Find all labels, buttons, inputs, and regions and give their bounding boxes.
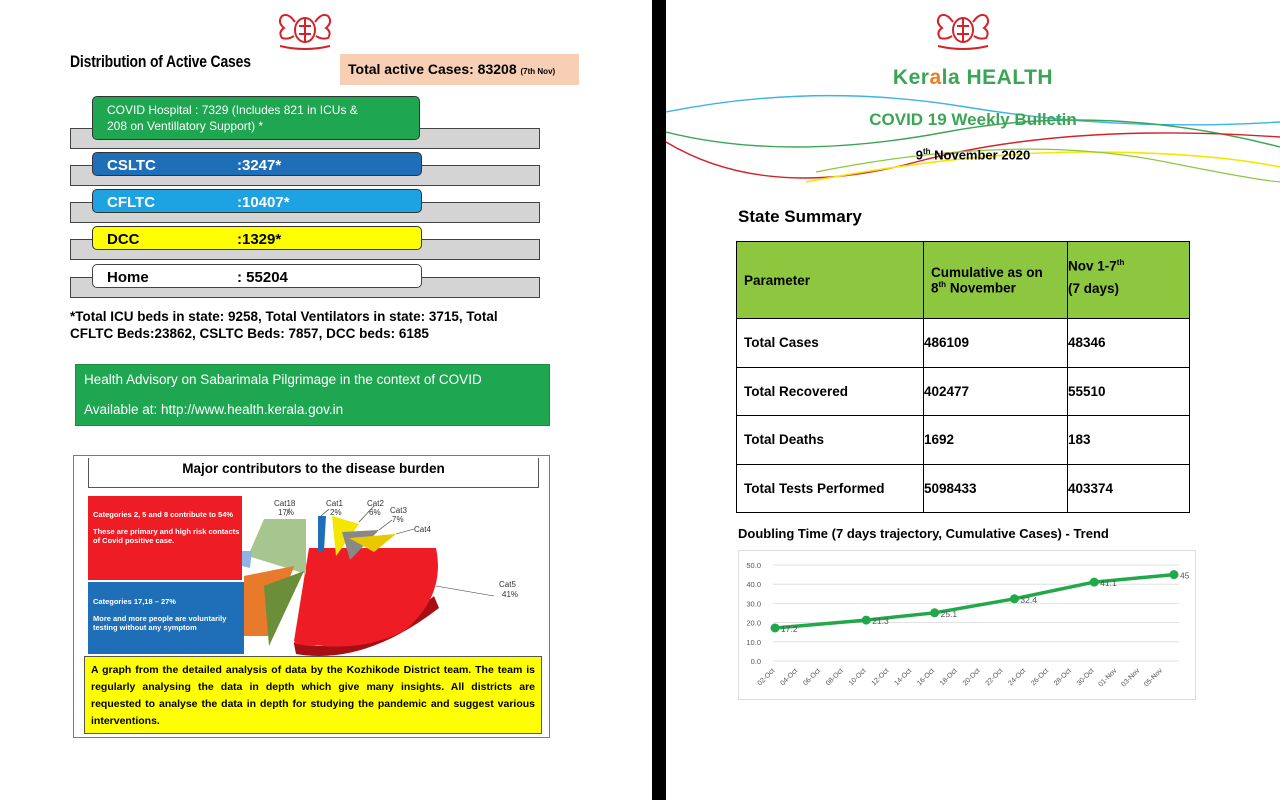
row-cumulative: 1692	[924, 416, 1068, 465]
data-label: 25.1	[940, 608, 958, 619]
data-point	[862, 616, 871, 625]
x-tick-label: 28-Oct	[1053, 667, 1073, 688]
kerala-emblem-icon	[274, 8, 336, 50]
cfltc-value: :10407*	[237, 194, 290, 211]
row-week: 48346	[1068, 319, 1190, 368]
cfltc-label: CFLTC	[107, 194, 156, 211]
covid-hospital-label: COVID Hospital : 7329 (Includes 821 in ICUs &	[107, 103, 358, 117]
data-label: 21.3	[872, 616, 889, 627]
burden-title: Major contributors to the disease burden	[88, 458, 539, 488]
x-tick-label: 24-Oct	[1007, 667, 1028, 688]
y-tick-label: 10.0	[746, 637, 761, 647]
data-label: 32.4	[1020, 594, 1037, 605]
voluntary-testing-box	[88, 582, 244, 654]
category-row-covid-hospital	[70, 96, 540, 149]
row-cumulative: 486109	[924, 319, 1068, 368]
doubling-time-chart-title: Doubling Time (7 days trajectory, Cumulative Cases) - Trend	[738, 526, 1109, 541]
cfltc-pill	[92, 189, 422, 213]
y-tick-label: 0.0	[750, 657, 761, 666]
header-cumulative-day: 8	[931, 280, 939, 296]
data-point	[1090, 578, 1099, 587]
bulletin-title: COVID 19 Weekly Bulletin	[869, 110, 1077, 129]
row-param: Total Deaths	[737, 416, 924, 465]
bulletin-date-rest: November 2020	[930, 147, 1031, 163]
header-week-line-1	[1068, 256, 1189, 274]
x-tick-label: 08-Oct	[825, 667, 845, 688]
brand-part-4: HEALTH	[966, 66, 1054, 89]
header-week	[1068, 242, 1190, 319]
total-active-cases-label: Total active Cases: 83208	[348, 61, 517, 77]
header-week-range: Nov 1-7	[1068, 258, 1117, 274]
beds-note-line-1: *Total ICU beds in state: 9258, Total Ventilators in state: 3715, Total	[70, 309, 498, 324]
total-active-cases-box	[340, 54, 579, 85]
state-summary-title: State Summary	[738, 207, 862, 226]
x-tick-label: 10-Oct	[847, 667, 868, 688]
pie-slices	[242, 516, 439, 656]
row-param: Total Recovered	[737, 367, 924, 416]
pie-label-cat2-pct: 6%	[369, 508, 381, 517]
pie-label-cat5-pct: 41%	[502, 590, 519, 599]
x-tick-label: 01-Nov	[1097, 667, 1119, 689]
category-row-csltc	[70, 152, 540, 186]
csltc-value: :3247*	[237, 157, 282, 174]
advisory-line-1: Health Advisory on Sabarimala Pilgrimage in the context of COVID	[84, 372, 482, 387]
pie-label-cat3-pct: 7%	[392, 515, 404, 524]
table-header-row	[737, 242, 1190, 319]
header-cumulative-line-1: Cumulative as on	[931, 264, 1043, 280]
disease-burden-panel	[73, 455, 550, 738]
table-row	[737, 464, 1190, 513]
pie-label-cat1-pct: 2%	[330, 508, 342, 517]
kerala-health-logo	[666, 66, 1280, 90]
header-week-suffix: th	[1116, 258, 1125, 267]
pie-label-cat18-pct: 17%	[278, 508, 295, 517]
brand-part-3: la	[941, 66, 967, 89]
blue-box-text: More and more people are voluntarily testing without any symptom	[93, 614, 227, 632]
table-row	[737, 416, 1190, 465]
covid-hospital-pill	[92, 96, 420, 140]
x-tick-label: 26-Oct	[1030, 667, 1051, 688]
x-tick-label: 22-Oct	[984, 667, 1005, 688]
bulletin-date-day: 9	[915, 147, 923, 163]
data-point	[930, 608, 939, 617]
header-cumulative-line-2	[931, 280, 1067, 296]
beds-note	[70, 308, 550, 342]
x-tick-label: 05-Nov	[1143, 667, 1165, 689]
pie-label-cat5: Cat5	[499, 580, 516, 589]
brand-part-1: Ker	[892, 66, 930, 89]
dcc-value: :1329*	[237, 231, 282, 248]
right-bulletin-page	[666, 0, 1280, 800]
table-row	[737, 319, 1190, 368]
pie-slice-lightblue	[242, 551, 252, 568]
category-row-cfltc	[70, 189, 540, 223]
pie-label-cat18: Cat18	[274, 499, 296, 508]
x-tick-label: 06-Oct	[802, 667, 823, 688]
x-tick-label: 16-Oct	[916, 667, 937, 688]
row-week: 183	[1068, 416, 1190, 465]
row-week: 55510	[1068, 367, 1190, 416]
advisory-link[interactable]: Available at: http://www.health.kerala.gov.in	[84, 402, 344, 417]
bulletin-date	[666, 147, 1280, 162]
x-tick-label: 20-Oct	[961, 667, 982, 688]
row-param: Total Cases	[737, 319, 924, 368]
covid-hospital-label-2: 208 on Ventillatory Support) *	[107, 119, 264, 133]
red-box-text: These are primary and high risk contacts of Covid positive case.	[93, 527, 240, 545]
high-risk-contacts-box	[88, 496, 242, 580]
csltc-label: CSLTC	[107, 157, 156, 174]
x-tick-label: 04-Oct	[779, 667, 800, 688]
header-parameter: Parameter	[737, 242, 924, 319]
pie-label-cat3: Cat3	[390, 506, 407, 515]
red-box-heading: Categories 2, 5 and 8 contribute to 54%	[93, 510, 234, 519]
x-tick-label: 18-Oct	[939, 667, 959, 688]
row-cumulative: 402477	[924, 367, 1068, 416]
kozhikode-analysis-note: A graph from the detailed analysis of data by the Kozhikode District team. The team is regularly analysing the data in depth which give many insights. All districts are requested to analyse the data in depth for studying the pandemic and suggest various interventions.	[84, 656, 542, 734]
home-pill	[92, 264, 422, 288]
pie-slice-cat18	[248, 519, 306, 574]
sabarimala-advisory	[75, 364, 550, 426]
header-cumulative-suffix: th	[938, 279, 947, 289]
y-tick-label: 40.0	[746, 580, 761, 590]
kerala-emblem-icon	[932, 8, 994, 50]
pie-label-cat2: Cat2	[367, 499, 384, 508]
page-divider	[652, 0, 666, 800]
data-point	[1010, 594, 1019, 603]
home-value: : 55204	[237, 269, 288, 286]
pie-label-cat1: Cat1	[326, 499, 343, 508]
y-tick-label: 50.0	[746, 561, 761, 570]
pie-slice-cat5-main	[294, 548, 438, 647]
pie-slice-cat1	[318, 516, 326, 551]
csltc-pill	[92, 152, 422, 176]
x-tick-label: 03-Nov	[1120, 667, 1142, 689]
data-point	[771, 623, 780, 632]
x-tick-label: 12-Oct	[870, 667, 891, 688]
table-row	[737, 367, 1190, 416]
dcc-label: DCC	[107, 231, 140, 248]
category-row-dcc	[70, 226, 540, 260]
header-cumulative	[924, 242, 1068, 319]
row-cumulative: 5098433	[924, 464, 1068, 513]
doubling-time-chart	[738, 550, 1196, 700]
category-row-home	[70, 264, 540, 298]
x-tick-label: 30-Oct	[1075, 667, 1096, 688]
beds-note-line-2: CFLTC Beds:23862, CSLTC Beds: 7857, DCC beds: 6185	[70, 326, 429, 341]
header-week-line-2: (7 days)	[1068, 280, 1120, 296]
doubling-time-svg	[739, 551, 1197, 701]
total-active-cases-date: (7th Nov)	[520, 67, 556, 76]
row-param: Total Tests Performed	[737, 464, 924, 513]
bulletin-date-suffix: th	[922, 147, 931, 156]
x-tick-label: 02-Oct	[756, 667, 777, 688]
data-label: 41.1	[1100, 578, 1117, 589]
header-cumulative-rest: November	[946, 280, 1016, 296]
home-label: Home	[107, 269, 149, 286]
data-point	[1170, 570, 1179, 579]
data-label: 17.2	[781, 623, 798, 634]
brand-part-2: a	[929, 66, 942, 89]
y-tick-label: 20.0	[746, 618, 761, 628]
blue-box-heading: Categories 17,18 – 27%	[93, 597, 176, 606]
row-week: 403374	[1068, 464, 1190, 513]
distribution-title: Distribution of Active Cases	[70, 52, 251, 71]
dcc-pill	[92, 226, 422, 250]
data-label: 45	[1180, 570, 1190, 581]
pie-label-cat4: Cat4	[414, 525, 431, 534]
x-tick-label: 14-Oct	[893, 667, 914, 688]
state-summary-table	[736, 241, 1190, 513]
y-tick-label: 30.0	[746, 599, 761, 609]
